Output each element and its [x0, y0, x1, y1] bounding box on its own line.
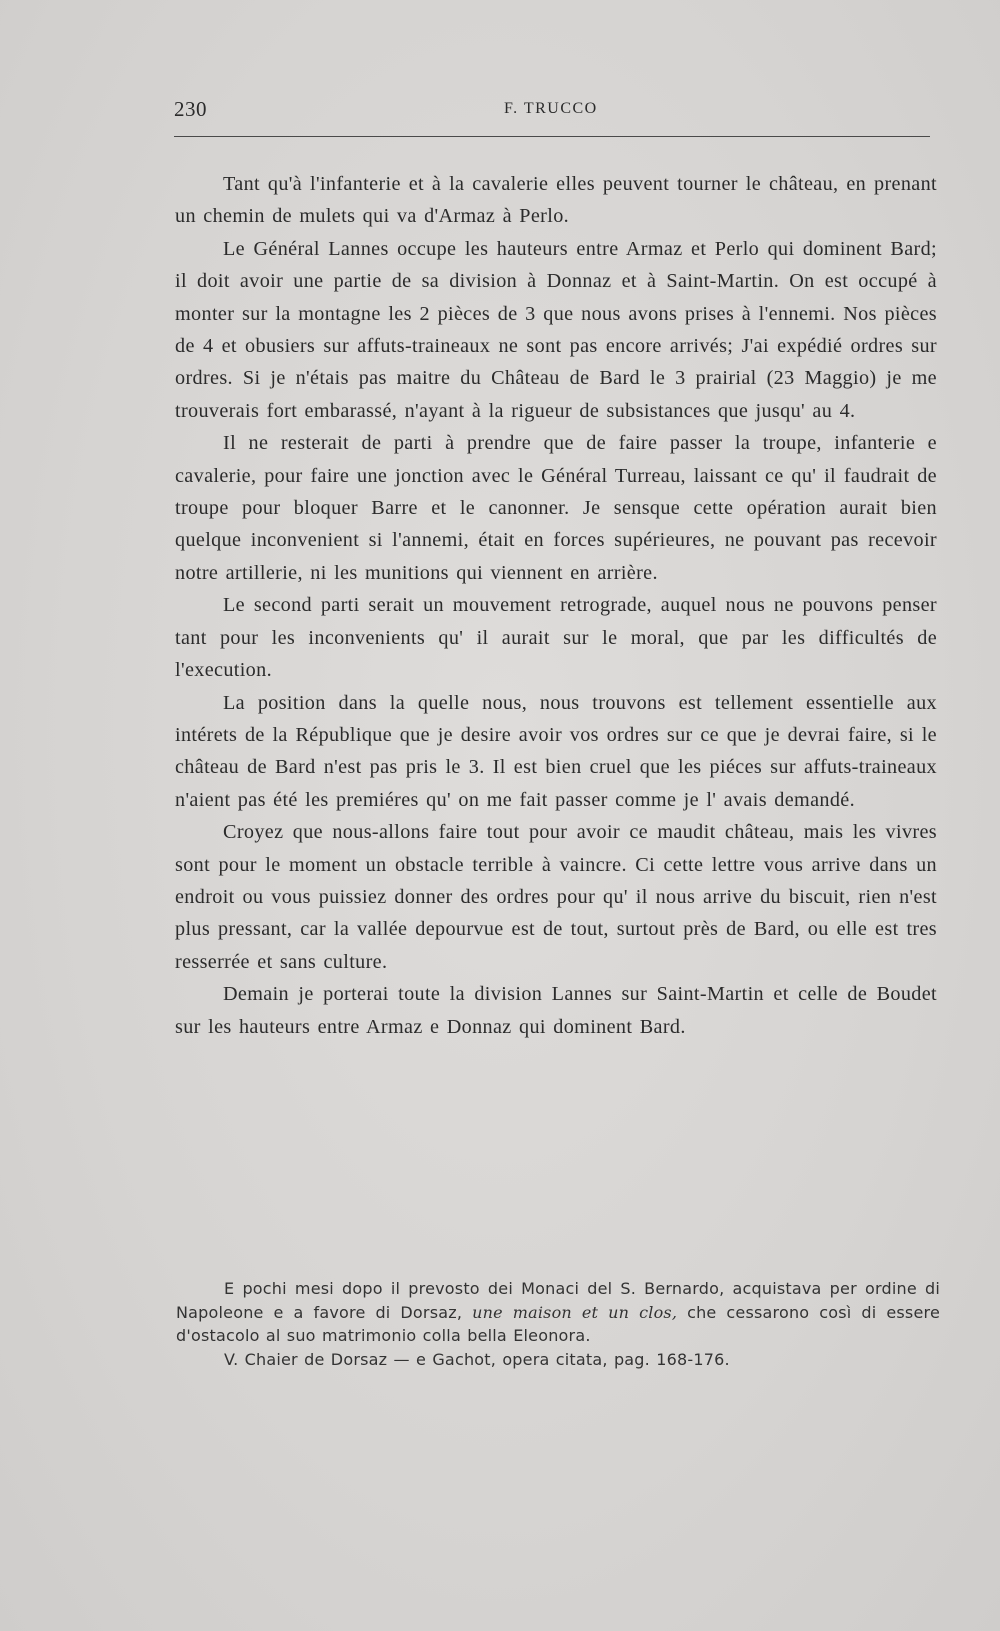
paragraph: Le second parti serait un mouvement retrograde, auquel nous ne pouvons penser tant pour les inconvenients qu' il aurait sur le moral, que par les difficultés de l'execution.: [175, 594, 937, 682]
page-header: [174, 97, 929, 127]
footnote-text: che cessarono così di essere d'ostacolo al suo matrimonio colla bella Eleonora.: [176, 1302, 940, 1345]
paragraph: Le Général Lannes occupe les hauteurs entre Armaz et Perlo qui dominent Bard; il doit avoir une partie de sa division à Donnaz et à Saint-Martin. On est occupé à monter sur la montagne les 2 pièces de 3 que nous avons prises à l'ennemi. Nos pièces de 4 et obusiers sur affuts-traineaux ne sont pas encore arrivés; J'ai expédié ordres sur ordres. Si je n'étais pas maitre du Château de Bard le 3 prairial (23 Maggio) je me trouverais fort embarassé, n'ayant à la rigueur de subsistances que jusqu' au 4.: [175, 237, 937, 422]
header-rule: [174, 136, 930, 137]
paragraph: Croyez que nous-allons faire tout pour avoir ce maudit château, mais les vivres sont pour le moment un obstacle terrible à vaincre. Ci cette lettre vous arrive dans un endroit ou vous puissiez donner des ordres pour qu' il nous arrive du biscuit, rien n'est plus pressant, car la vallée depourvue est de tout, surtout près de Bard, ou elle est tres resserrée et sans culture.: [175, 821, 937, 973]
footnote-text: E pochi mesi dopo il prevosto dei Monaci del S. Bernardo, acquistava per ordine di Napoleone e a favore di Dorsaz,: [176, 1279, 940, 1322]
paragraph: Demain je porterai toute la division Lannes sur Saint-Martin et celle de Boudet sur les hauteurs entre Armaz e Donnaz qui dominent Bard.: [175, 983, 937, 1038]
footnote: V. Chaier de Dorsaz — e Gachot, opera citata, pag. 168-176.: [224, 1349, 730, 1369]
paragraph: Tant qu'à l'infanterie et à la cavalerie elles peuvent tourner le château, en prenant un chemin de mulets qui va d'Armaz à Perlo.: [175, 173, 937, 228]
footnote: [176, 1277, 940, 1348]
body-text: [175, 168, 937, 1043]
footnote-italic: une maison et un clos,: [472, 1302, 678, 1322]
paragraph: La position dans la quelle nous, nous trouvons est tellement essentielle aux intérets de la République que je desire avoir vos ordres sur ce que je devrai faire, si le château de Bard n'est pas pris le 3. Il est bien cruel que les piéces sur affuts-traineaux n'aient pas été les premiéres qu' on me fait passer comme je l' avais demandé.: [175, 691, 937, 811]
paragraph: Il ne resterait de parti à prendre que de faire passer la troupe, infanterie e cavalerie, pour faire une jonction avec le Général Turreau, laissant ce qu' il faudrait de troupe pour bloquer Barre et le canonner. Je sensque cette opération aurait bien quelque inconvenient si l'annemi, était en forces supérieures, ne pouvant pas recevoir notre artillerie, ni les munitions qui viennent en arrière.: [175, 432, 937, 584]
running-head: F. TRUCCO: [504, 100, 598, 117]
footnotes: [176, 1277, 940, 1371]
page-number: 230: [174, 97, 207, 121]
